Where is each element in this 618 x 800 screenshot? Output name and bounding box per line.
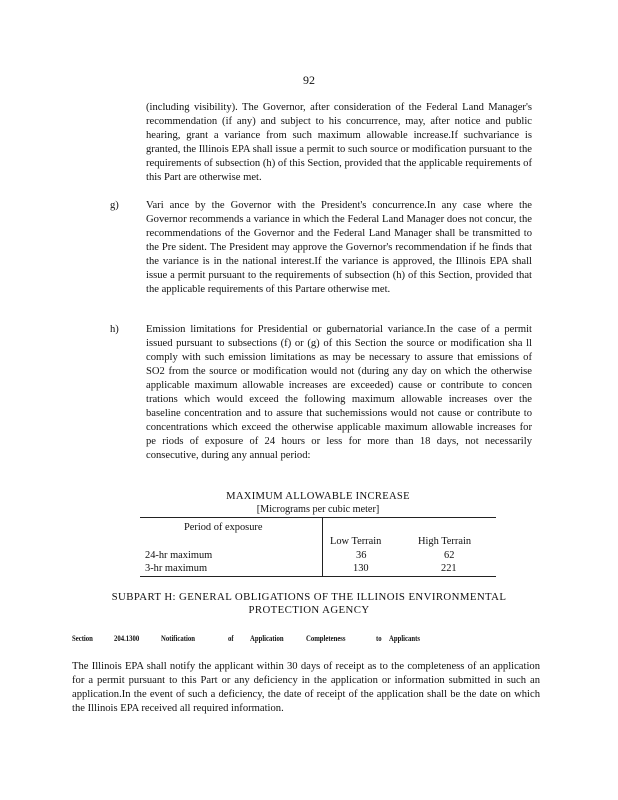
section-heading-word: to: [376, 634, 382, 643]
section-body: The Illinois EPA shall notify the applicant within 30 days of receipt as to the completeness of an application for a permit pursuant to this Part or any deficiency in the application or information submitted in such an application.In the event of such a deficiency, the date of receipt of the application shall be the date on which the Illinois EPA received all required information.: [72, 661, 540, 714]
row-high-value: 221: [441, 563, 457, 574]
section-heading-word: Completeness: [306, 634, 346, 643]
row-period: 3-hr maximum: [145, 563, 208, 574]
subpart-line-1: SUBPART H: GENERAL OBLIGATIONS OF THE ILLINOIS ENVIRONMENTAL: [111, 591, 507, 603]
subpart-heading: [72, 591, 546, 617]
section-heading-word: Application: [250, 634, 284, 643]
paragraph-g: Vari ance by the Governor with the President's concurrence.In any case where the Governor recommends a variance in which the Federal Land Manager does not concur, the recommendations of the Governor and the Federal Land Manager shall be transmitted to the Pre sident. The President may approve the Governor's recommendation if he finds that the variance is in the national interest.If the variance is approved, the Illinois EPA shall issue a permit pursuant to the requirements of subsection (h) of this Section, provided that the applicable requirements of this Partare otherwise met.: [146, 200, 532, 295]
section-heading-word: 204.1300: [114, 634, 140, 643]
table-title: MAXIMUM ALLOWABLE INCREASE: [226, 491, 410, 502]
page-number: 92: [303, 73, 315, 87]
header-high-terrain: High Terrain: [418, 536, 472, 547]
subpart-line-2: PROTECTION AGENCY: [248, 604, 370, 616]
header-period: Period of exposure: [184, 522, 263, 533]
section-heading-word: Section: [72, 634, 93, 643]
paragraph-label-h: h): [110, 324, 119, 335]
section-heading-word: Notification: [161, 634, 195, 643]
header-low-terrain: Low Terrain: [330, 536, 382, 547]
table-subtitle: [Micrograms per cubic meter]: [256, 504, 380, 515]
section-heading-word: of: [228, 634, 234, 643]
paragraph-h: Emission limitations for Presidential or gubernatorial variance.In the case of a permit issued pursuant to subsections (f) or (g) of this Section the source or modification sha ll comply with such emission limitations as may be necessary to assure that emissions of SO2 from the source or modification would not (during any day on which the otherwise applicable maximum allowable increases are exceeded) cause or contribute to concen trations which would exceed the following maximum allowable increases over the baseline concentration and to assure that suchemissions would not cause or contribute to concentrations which exceed the otherwise applicable maximum allowable increases for pe riods of exposure of 24 hours or less for more than 18 days, not necessarily consecutive, during any annual period:: [146, 324, 532, 461]
section-heading-word: Applicants: [389, 634, 420, 643]
table-column-divider: [322, 518, 323, 576]
paragraph-label-g: g): [110, 200, 119, 211]
increase-table: [140, 517, 496, 577]
row-low-value: 36: [356, 550, 367, 561]
row-low-value: 130: [353, 563, 369, 574]
row-high-value: 62: [444, 550, 455, 561]
row-period: 24-hr maximum: [145, 550, 213, 561]
continuation-paragraph: (including visibility). The Governor, after consideration of the Federal Land Manager's recommendation (if any) and subject to his concurrence, may, after notice and public hearing, grant a variance from such maximum allowable increase.If suchvariance is granted, the Illinois EPA shall issue a permit to such source or modification pursuant to the requirements of subsection (h) of this Section, provided that the applicable requirements of this Part are otherwise met.: [146, 102, 532, 183]
